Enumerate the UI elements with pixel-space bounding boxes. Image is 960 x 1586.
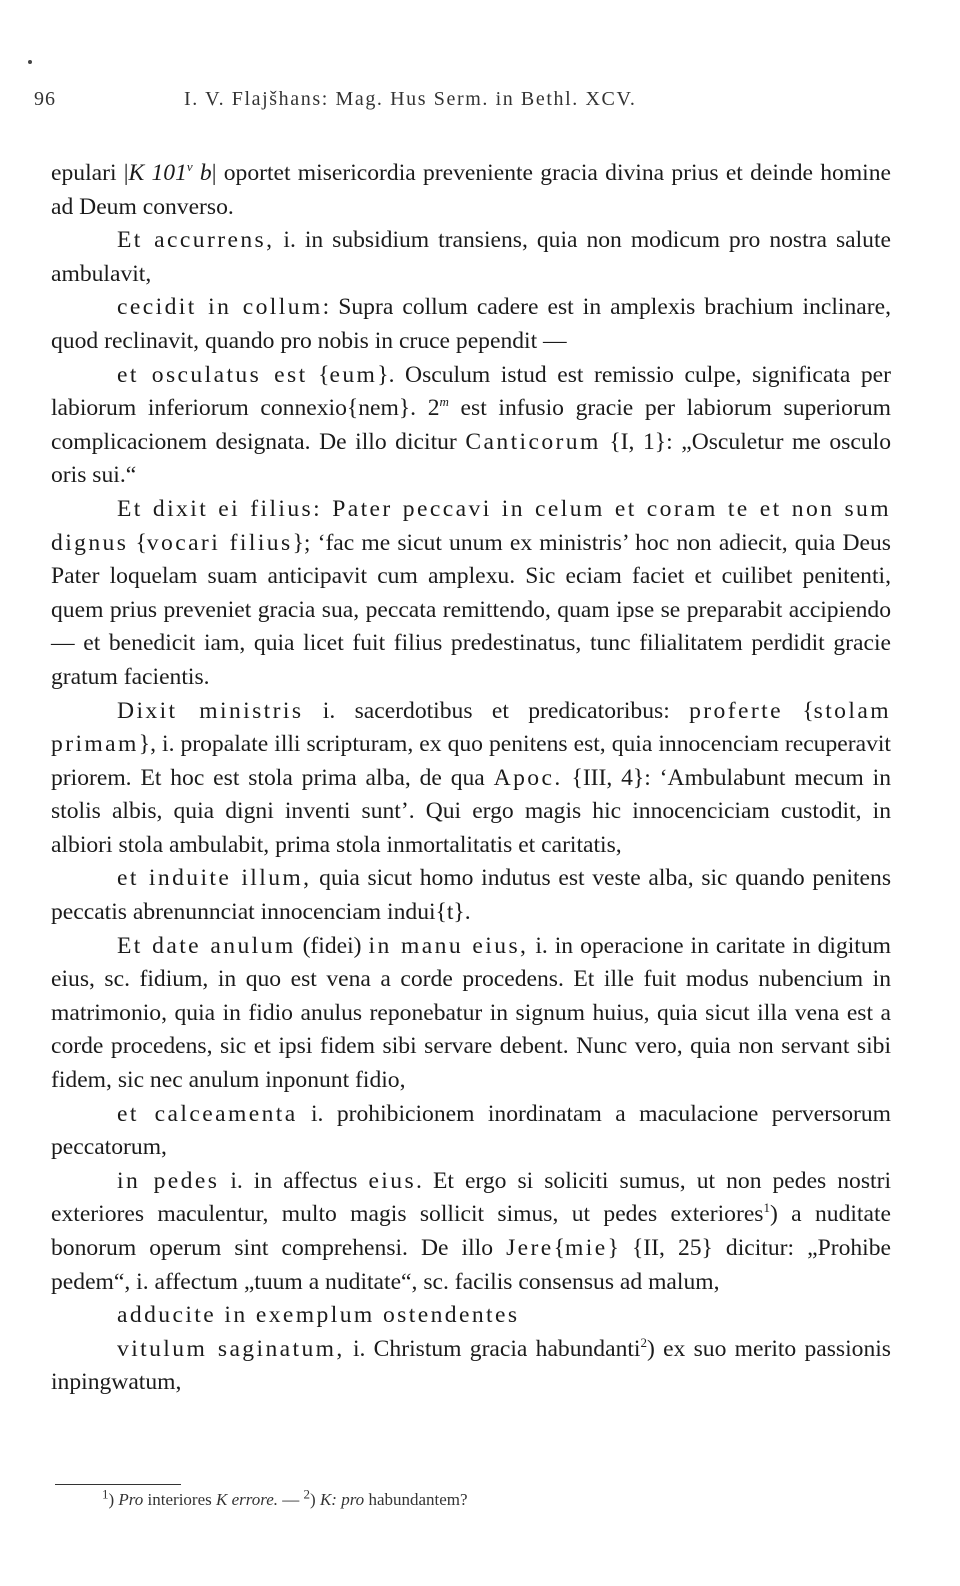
- running-head-title: I. V. Flajšhans: Mag. Hus Serm. in Bethl. XCV.: [184, 88, 637, 110]
- spaced-lemma: Canticorum: [465, 428, 601, 455]
- superscript-mark: 1: [763, 1200, 770, 1216]
- text-run: i. sacerdotibus et predicatoribus:: [303, 697, 690, 724]
- superscript-mark: m: [439, 394, 449, 410]
- italic-text: b: [192, 160, 212, 186]
- text-run: : Supra collum cadere est in amplexis brachium inclinare, quod reclinavit, quando pro nobis in cruce pependit —: [51, 294, 891, 354]
- text-run: ) a nuditate bonorum operum sint comprehensi. De illo: [51, 1201, 891, 1261]
- text-run: —: [278, 1490, 304, 1509]
- text-run: est infusio gracie per labiorum superiorum complicacionem designata. De illo dicitur: [51, 395, 891, 455]
- spaced-lemma: Et dixit ei filius: Pater peccavi in celum et coram te et non sum dignus: [51, 495, 891, 556]
- page-number: 96: [34, 88, 56, 110]
- text-run: i. prohibicionem inordinatam a maculacione perversorum peccatorum,: [51, 1100, 891, 1161]
- paragraph: [51, 1299, 891, 1333]
- spaced-lemma: in manu eius,: [368, 932, 529, 959]
- main-text: [51, 157, 891, 1400]
- spaced-lemma: mie: [565, 1235, 608, 1261]
- text-run: |: [211, 160, 217, 186]
- spaced-lemma: vitulum saginatum,: [117, 1335, 345, 1362]
- text-run: ): [108, 1490, 119, 1509]
- spaced-lemma: et osculatus est: [117, 361, 308, 388]
- italic-text: K errore.: [216, 1490, 279, 1509]
- text-run: i. Christum gracia habundanti: [344, 1335, 641, 1362]
- text-run: }; ‘fac me sicut unum ex ministris’ hoc non adiecit, quia Deus Pater loquelam suam anticipavit cum amplexu. Sic eciam faciet et cuilibet penitenti, quem prius preveniet gracia sua, peccata remittendo, quam ipse se preparabit accipiendo — et benedicit iam, quia licet fuit filius predestinatus, tunc filialitatem perdidit gracie gratum facientis.: [51, 529, 891, 690]
- spaced-lemma: cecidit in collum: [117, 294, 323, 321]
- paragraph: [51, 1098, 891, 1165]
- italic-text: K: pro: [319, 1490, 365, 1509]
- text-run: quia sicut homo indutus est veste alba, sic quando penitens peccatis abrenunnciat innocenciam indui{t}.: [51, 865, 891, 926]
- spaced-lemma: et calceamenta: [117, 1100, 298, 1127]
- spaced-lemma: eius: [368, 1167, 417, 1194]
- paragraph: [51, 291, 891, 358]
- text-run: (fidei): [295, 932, 369, 959]
- text-run: {: [307, 361, 330, 388]
- text-run: {III, 4}: ‘Ambulabunt mecum in stolis albis, quia digni inventi sunt’. Qui ergo magis hic innocenciciam custodit, in albiori stola ambulabit, prima stola inmortalitatis et caritatis,: [51, 764, 891, 858]
- spaced-lemma: Et accurrens,: [117, 227, 275, 254]
- superscript-mark: v: [186, 159, 193, 175]
- text-run: {I, 1}: „Osculetur me osculo oris sui.“: [51, 428, 892, 489]
- text-run: |: [123, 160, 129, 186]
- spaced-lemma: Jere: [506, 1235, 554, 1261]
- spaced-lemma: et induite illum,: [117, 865, 312, 892]
- text-run: epulari: [51, 160, 124, 186]
- text-run: oportet misericordia preveniente gracia divina prius et deinde homine ad Deum converso.: [51, 160, 892, 220]
- spaced-lemma: adducite in exemplum ostendentes: [117, 1302, 520, 1329]
- text-run: }, i. propalate illi scripturam, ex quo penitens est, quia innocenciam recuperavit priorem. Et hoc est stola prima alba, de qua: [51, 731, 891, 791]
- text-run: i. in subsidium transiens, quia non modicum pro nostra salute ambulavit,: [51, 227, 891, 287]
- paragraph: [51, 493, 891, 695]
- text-run: interiores: [143, 1490, 216, 1509]
- spaced-lemma: Apoc.: [493, 764, 563, 791]
- running-header: [34, 88, 934, 118]
- superscript-mark: 2: [640, 1334, 647, 1350]
- text-run: . Et ergo si soliciti sumus, ut non pedes nostri exteriores maculentur, multo magis sollicit simus, ut pedes exteriores: [51, 1167, 891, 1228]
- paragraph: [51, 1165, 891, 1299]
- text-run: ): [310, 1490, 320, 1509]
- superscript-mark: 1: [102, 1486, 109, 1502]
- text-run: ) ex suo merito passionis inpingwatum,: [51, 1335, 891, 1396]
- footnote-separator: [55, 1484, 181, 1485]
- paragraph: [51, 224, 891, 291]
- superscript-mark: 2: [303, 1486, 311, 1502]
- text-run: {: [782, 697, 814, 724]
- print-speck: [28, 60, 32, 64]
- spaced-lemma: proferte: [689, 697, 783, 724]
- spaced-lemma: vocari filius: [146, 529, 293, 556]
- text-run: } {II, 25} dicitur: „Prohibe pedem“, i. affectum „tuum a nuditate“, sc. facilis consensus ad malum,: [51, 1235, 891, 1295]
- paragraph: [51, 157, 891, 224]
- text-run: }. Osculum istud est remissio culpe, significata per labiorum inferiorum connexio{nem}. 2: [51, 361, 892, 422]
- paragraph: [51, 1333, 891, 1400]
- text-run: i. in affectus: [219, 1167, 369, 1194]
- spaced-lemma: stolam primam: [51, 697, 891, 758]
- paragraph: [51, 862, 891, 929]
- spaced-lemma: in pedes: [117, 1167, 220, 1194]
- text-run: {: [553, 1235, 565, 1261]
- spaced-lemma: Et date anulum: [117, 932, 296, 959]
- text-run: habundantem?: [364, 1490, 468, 1509]
- spaced-lemma: Dixit ministris: [117, 697, 304, 724]
- spaced-lemma: eum: [329, 361, 378, 388]
- paragraph: [51, 695, 891, 863]
- footnote: [102, 1486, 862, 1511]
- italic-text: Pro: [118, 1490, 144, 1509]
- text-run: {: [128, 529, 147, 556]
- paragraph: [51, 930, 891, 1098]
- italic-text: K 101: [128, 160, 187, 186]
- paragraph: [51, 359, 891, 493]
- text-run: i. in operacione in caritate in digitum eius, sc. fidium, in quo est vena a corde procedens. Et ille fuit modus nubencium in matrimonio, quia in fidio anulus reponebatur in signum huius, quia sicut illa vena est a corde procedens, sic et ipsi fidem sibi servare debent. Nunc vero, quia non servant sibi fidem, sic nec anulum inponunt fidio,: [51, 932, 892, 1094]
